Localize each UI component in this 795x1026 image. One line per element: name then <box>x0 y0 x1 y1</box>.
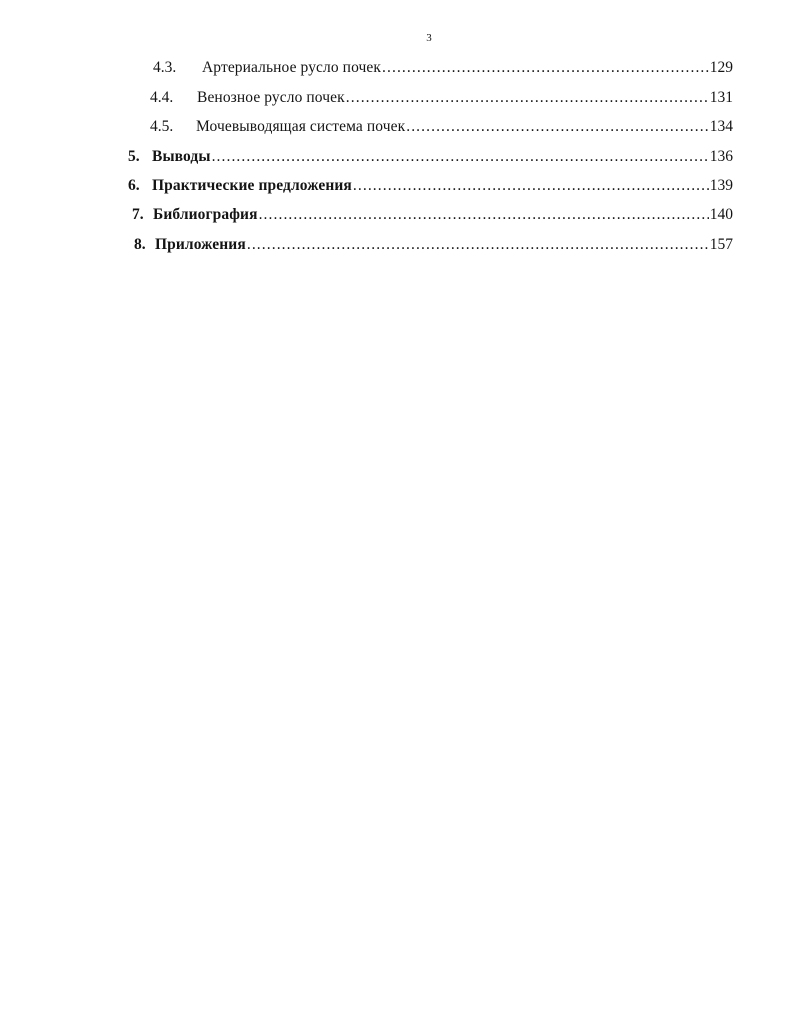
toc-entry <box>134 236 733 254</box>
toc-entry-page: 136 <box>709 148 733 165</box>
dot-leader <box>353 177 709 195</box>
toc-entry-page: 139 <box>709 177 733 194</box>
toc-entry-page: 129 <box>709 59 733 76</box>
dot-leader <box>212 148 709 166</box>
toc-entry-number: 5. <box>128 148 140 165</box>
toc-entry-number: 4.3. <box>153 59 177 76</box>
dot-leader <box>406 118 709 136</box>
toc-entry-title: Венозное русло почек <box>197 89 345 106</box>
toc-entry <box>153 59 733 77</box>
toc-entry-number: 4.5. <box>150 118 174 135</box>
dot-leader <box>259 206 709 224</box>
toc-entry-title: Приложения <box>155 236 246 253</box>
page-number: 3 <box>426 32 432 44</box>
toc-entry <box>150 118 733 136</box>
toc-entry-page: 131 <box>709 89 733 106</box>
toc-entry-title: Библиография <box>153 206 258 223</box>
toc-entry <box>128 148 733 166</box>
toc-entry-page: 140 <box>709 206 733 223</box>
toc-entry-page: 134 <box>709 118 733 135</box>
dot-leader <box>247 236 709 254</box>
toc-entry-title: Выводы <box>152 148 211 165</box>
toc-entry-number: 4.4. <box>150 89 174 106</box>
toc-entry <box>128 177 733 195</box>
toc-entry-number: 7. <box>132 206 144 223</box>
toc-entry-number: 8. <box>134 236 146 253</box>
toc-entry-page: 157 <box>709 236 733 253</box>
dot-leader <box>382 59 709 77</box>
toc-entry <box>132 206 733 224</box>
toc-entry-title: Артериальное русло почек <box>202 59 382 76</box>
toc-entry-title: Практические предложения <box>152 177 352 194</box>
toc-entry-number: 6. <box>128 177 140 194</box>
toc-entry <box>150 89 733 107</box>
toc-entry-title: Мочевыводящая система почек <box>196 118 406 135</box>
dot-leader <box>346 89 709 107</box>
